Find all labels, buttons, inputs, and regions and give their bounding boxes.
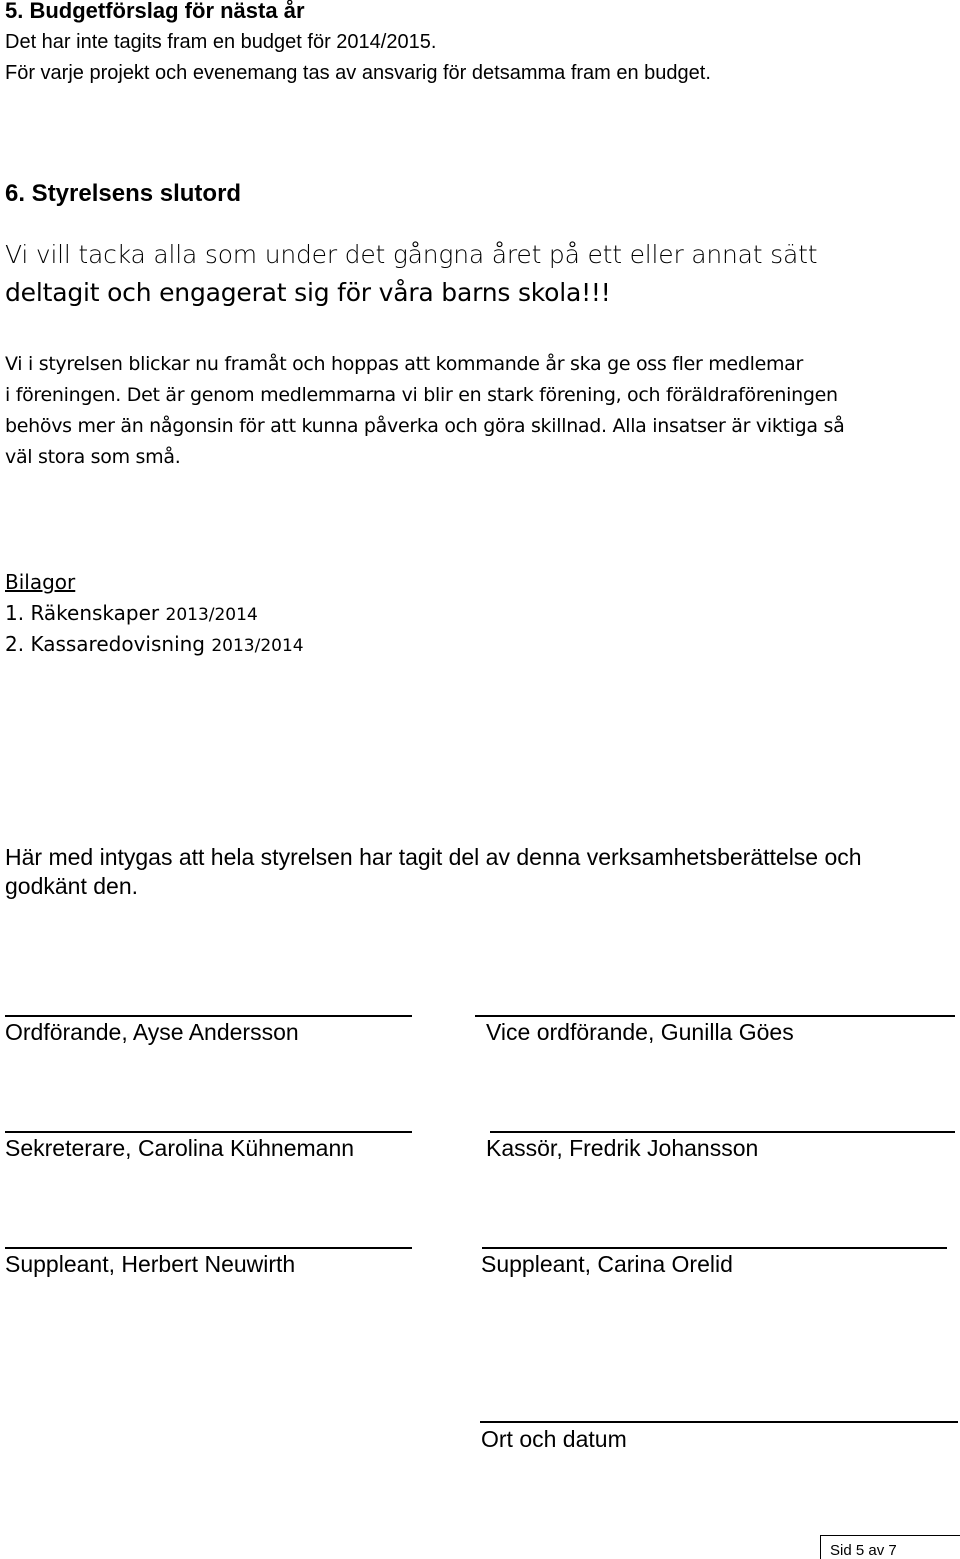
signature-line-secretary	[5, 1131, 412, 1133]
attachments-heading: Bilagor	[5, 570, 76, 594]
signature-line-vice-chair	[475, 1015, 955, 1017]
thanks-line: Vi vill tacka alla som under det gångna året på ett eller annat sätt	[5, 240, 818, 269]
signature-label-treasurer: Kassör, Fredrik Johansson	[486, 1135, 759, 1161]
signature-label-place-date: Ort och datum	[481, 1426, 627, 1452]
attachment-label: 1. Räkenskaper	[5, 601, 160, 625]
signature-label-vice-chair: Vice ordförande, Gunilla Göes	[486, 1019, 794, 1045]
signature-label-secretary: Sekreterare, Carolina Kühnemann	[5, 1135, 355, 1161]
thanks-line: deltagit och engagerat sig för våra barns skola!!!	[5, 278, 611, 307]
attachment-item	[5, 601, 258, 625]
signature-label-substitute-1: Suppleant, Herbert Neuwirth	[5, 1251, 296, 1277]
signature-line-treasurer	[490, 1131, 955, 1133]
attachment-label: 2. Kassaredovisning	[5, 632, 205, 656]
signature-label-substitute-2: Suppleant, Carina Orelid	[481, 1251, 733, 1277]
signature-label-chair: Ordförande, Ayse Andersson	[5, 1019, 299, 1045]
closing-paragraph-line: Vi i styrelsen blickar nu framåt och hoppas att kommande år ska ge oss fler medlemar	[5, 353, 804, 375]
section-6-heading: 6. Styrelsens slutord	[5, 180, 242, 207]
signature-line-chair	[5, 1015, 412, 1017]
attachment-item	[5, 632, 304, 656]
closing-paragraph-line: väl stora som små.	[5, 446, 181, 468]
certification-text-line: Här med intygas att hela styrelsen har tagit del av denna verksamhetsberättelse och	[5, 844, 862, 870]
closing-paragraph-line: i föreningen. Det är genom medlemmarna vi blir en stark förening, och föräldraföreningen	[5, 384, 838, 406]
certification-text-line: godkänt den.	[5, 873, 139, 899]
signature-line-place-date	[480, 1421, 958, 1423]
attachment-year: 2013/2014	[165, 605, 258, 625]
page-number: Sid 5 av 7	[830, 1542, 897, 1559]
signature-line-substitute-2	[482, 1247, 947, 1249]
attachment-year: 2013/2014	[211, 636, 304, 656]
section-5-text-line: För varje projekt och evenemang tas av ansvarig för detsamma fram en budget.	[5, 62, 711, 84]
closing-paragraph-line: behövs mer än någonsin för att kunna påverka och göra skillnad. Alla insatser är viktiga så	[5, 415, 845, 437]
section-5-text-line: Det har inte tagits fram en budget för 2014/2015.	[5, 31, 437, 53]
section-5-heading: 5. Budgetförslag för nästa år	[5, 0, 305, 23]
signature-line-substitute-1	[5, 1247, 412, 1249]
